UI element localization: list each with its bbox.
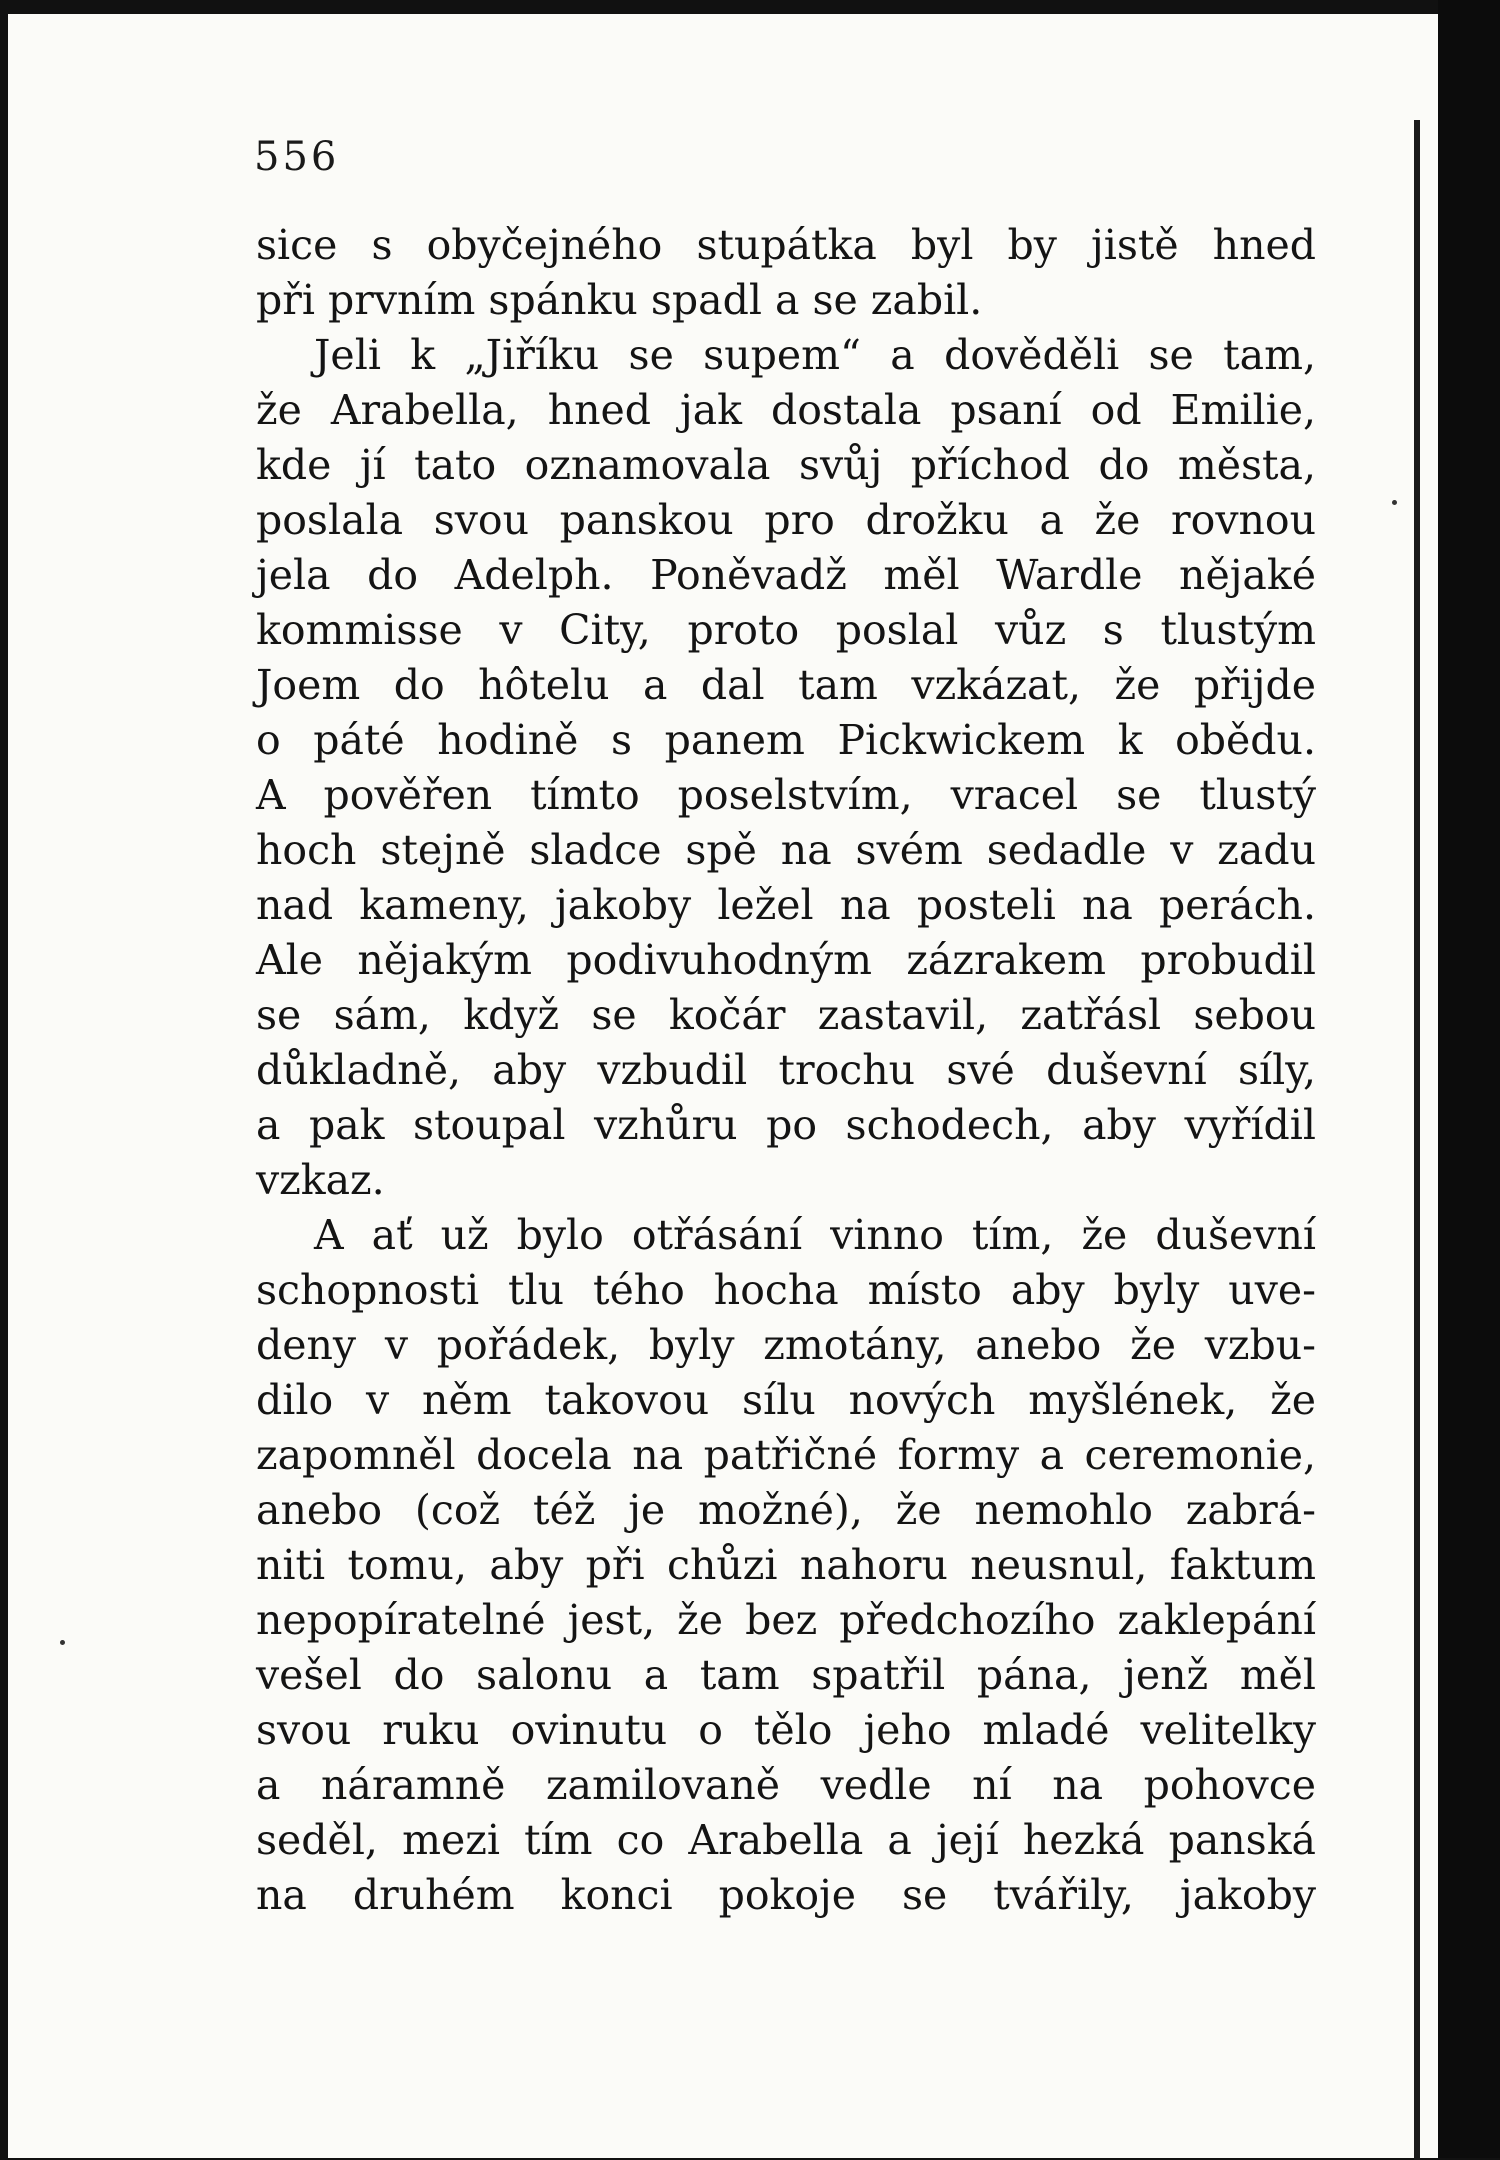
text-line: vzkaz. xyxy=(256,1156,385,1204)
text-line: Joem do hôtelu a dal tam vzkázat, že přijde xyxy=(256,661,1316,709)
text-line: jela do Adelph. Poněvadž měl Wardle nějaké xyxy=(256,551,1316,599)
text-line: sice s obyčejného stupátka byl by jistě hned xyxy=(256,221,1316,269)
text-line: dilo v něm takovou sílu nových myšlének, že xyxy=(256,1376,1316,1424)
text-line: niti tomu, aby při chůzi nahoru neusnul, faktum xyxy=(256,1541,1316,1589)
text-line: A ať už bylo otřásání vinno tím, že duševní xyxy=(314,1211,1316,1259)
text-line: schopnosti tlu tého hocha místo aby byly uve- xyxy=(256,1266,1316,1314)
scan-border-right xyxy=(1438,0,1500,2158)
text-line: nepopíratelné jest, že bez předchozího zaklepání xyxy=(256,1596,1316,1644)
text-line: nad kameny, jakoby ležel na posteli na perách. xyxy=(256,881,1316,929)
text-line: že Arabella, hned jak dostala psaní od Emilie, xyxy=(256,386,1316,434)
text-line: kommisse v City, proto poslal vůz s tlustým xyxy=(256,606,1316,654)
text-line: a pak stoupal vzhůru po schodech, aby vyřídil xyxy=(256,1101,1316,1149)
text-line: kde jí tato oznamovala svůj příchod do města, xyxy=(256,441,1316,489)
binding-shadow xyxy=(1414,120,1420,2160)
text-line: Jeli k „Jiříku se supem“ a dověděli se tam, xyxy=(314,331,1316,379)
text-line: anebo (což též je možné), že nemohlo zabrá- xyxy=(256,1486,1316,1534)
text-line: a náramně zamilovaně vedle ní na pohovce xyxy=(256,1761,1316,1809)
text-line: seděl, mezi tím co Arabella a její hezká panská xyxy=(256,1816,1316,1864)
text-line: vešel do salonu a tam spatřil pána, jenž měl xyxy=(256,1651,1316,1699)
text-line: zapomněl docela na patřičné formy a ceremonie, xyxy=(256,1431,1316,1479)
text-line: deny v pořádek, byly zmotány, anebo že vzbu- xyxy=(256,1321,1316,1369)
text-line: o páté hodině s panem Pickwickem k obědu. xyxy=(256,716,1316,764)
text-line: poslala svou panskou pro drožku a že rovnou xyxy=(256,496,1316,544)
scan-speck xyxy=(60,1640,65,1645)
text-line: důkladně, aby vzbudil trochu své duševní síly, xyxy=(256,1046,1316,1094)
scan-speck xyxy=(1392,500,1397,505)
text-line: se sám, když se kočár zastavil, zatřásl sebou xyxy=(256,991,1316,1039)
text-line: svou ruku ovinutu o tělo jeho mladé velitelky xyxy=(256,1706,1316,1754)
text-line: Ale nějakým podivuhodným zázrakem probudil xyxy=(256,936,1316,984)
body-text xyxy=(256,218,1316,1923)
text-line: hoch stejně sladce spě na svém sedadle v zadu xyxy=(256,826,1316,874)
text-line: na druhém konci pokoje se tvářily, jakoby xyxy=(256,1871,1316,1919)
page-number: 556 xyxy=(254,134,340,180)
text-line: A pověřen tímto poselstvím, vracel se tlustý xyxy=(256,771,1316,819)
text-line: při prvním spánku spadl a se zabil. xyxy=(256,276,983,324)
